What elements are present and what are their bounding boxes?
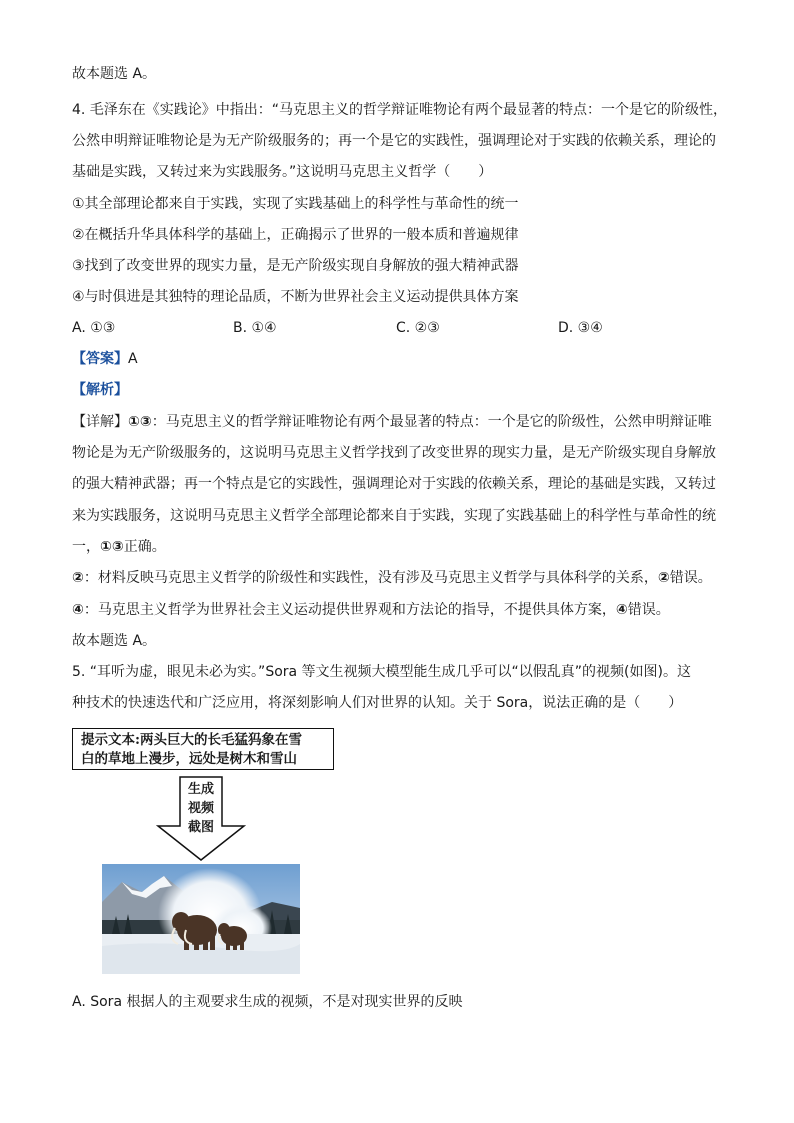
arrow-label-line: 视频: [187, 801, 214, 816]
detail-line-3: 的强大精神武器；再一个特点是它的实践性，强调理论对于实践的依赖关系，理论的基础是实践，又转过: [72, 476, 716, 492]
arrow-label-line: 截图: [187, 820, 214, 835]
generate-arrow: [156, 776, 246, 862]
line-conclusion-prev: 故本题选 A。: [72, 66, 157, 82]
detail-line-4: 来为实践服务，这说明马克思主义哲学全部理论都来自于实践，实现了实践基础上的科学性与革命性的统: [72, 508, 716, 524]
statement-3: ③找到了改变世界的现实力量，是无产阶级实现自身解放的强大精神武器: [72, 258, 519, 274]
question-5-stem-2: 种技术的快速迭代和广泛应用，将深刻影响人们对世界的认知。关于 Sora，说法正确的是（ ）: [72, 695, 683, 711]
answer-line: [72, 349, 138, 369]
detail-text: ：材料反映马克思主义哲学的阶级性和实践性，没有涉及马克思主义哲学与具体科学的关系，: [83, 570, 658, 586]
question-5-stem-1: 5. “耳听为虚，眼见未必为实。”Sora 等文生视频大模型能生成几乎可以“以假乱真”的视频(如图)。这: [72, 664, 691, 680]
question-4-stem-1: 4. 毛泽东在《实践论》中指出：“马克思主义的哲学辩证唯物论有两个最显著的特点：一个是它的阶级性，: [72, 102, 728, 118]
statement-1: ①其全部理论都来自于实践，实现了实践基础上的科学性与革命性的统一: [72, 196, 519, 212]
detail-line-5: [72, 537, 166, 557]
analysis-tag: 【解析】: [72, 382, 128, 398]
question-4-stem-2: 公然申明辩证唯物论是为无产阶级服务的；再一个是它的实践性，强调理论对于实践的依赖关系，理论的: [72, 133, 716, 149]
question-5-option-a: A. Sora 根据人的主观要求生成的视频，不是对现实世界的反映: [72, 994, 463, 1010]
detail-line-2: 物论是为无产阶级服务的，这说明马克思主义哲学找到了改变世界的现实力量，是无产阶级实现自身解放: [72, 445, 716, 461]
detail-text: 错误。: [669, 570, 712, 586]
detail-text: ：马克思主义哲学为世界社会主义运动提供世界观和方法论的指导，不提供具体方案，: [83, 602, 616, 618]
statement-2: ②在概括升华具体科学的基础上，正确揭示了世界的一般本质和普遍规律: [72, 227, 519, 243]
question-4-stem-3: 基础是实践，又转过来为实践服务。”这说明马克思主义哲学（ ）: [72, 164, 493, 180]
arrow-label-line: 生成: [187, 782, 214, 797]
detail-text: 正确。: [123, 539, 166, 555]
detail-marker: ④: [72, 602, 84, 618]
detail-line-1: [72, 412, 712, 432]
detail-line-7: [72, 600, 670, 620]
prompt-text-box: [72, 728, 334, 770]
detail-marker: ④: [615, 602, 628, 618]
mammoth-video-screenshot: [102, 864, 300, 974]
detail-line-6: [72, 568, 712, 588]
statement-4: ④与时俱进是其独特的理论品质，不断为世界社会主义运动提供具体方案: [72, 289, 519, 305]
detail-marker: ②: [72, 570, 84, 586]
answer-tag: 【答案】: [72, 351, 128, 367]
mammoth-image: [102, 864, 300, 974]
detail-text: 一，: [72, 539, 100, 555]
detail-marker: ②: [657, 570, 670, 586]
option-b: B. ①④: [233, 320, 277, 336]
arrow-label: [178, 780, 224, 837]
detail-text: 错误。: [627, 602, 670, 618]
detail-marker: ①③: [100, 539, 124, 555]
detail-text: ：马克思主义的哲学辩证唯物论有两个最显著的特点：一个是它的阶级性，公然申明辩证唯: [151, 414, 712, 430]
detail-marker: ①③: [128, 414, 152, 430]
answer-value: A: [128, 351, 138, 367]
prompt-line-1: 提示文本:两头巨大的长毛猛犸象在雪: [81, 732, 302, 748]
option-a: A. ①③: [72, 320, 116, 336]
option-c: C. ②③: [396, 320, 440, 336]
detail-tag: 【详解】: [72, 414, 128, 430]
option-d: D. ③④: [558, 320, 603, 336]
conclusion-line: 故本题选 A。: [72, 633, 157, 649]
prompt-line-2: 白的草地上漫步，远处是树木和雪山: [81, 751, 297, 767]
